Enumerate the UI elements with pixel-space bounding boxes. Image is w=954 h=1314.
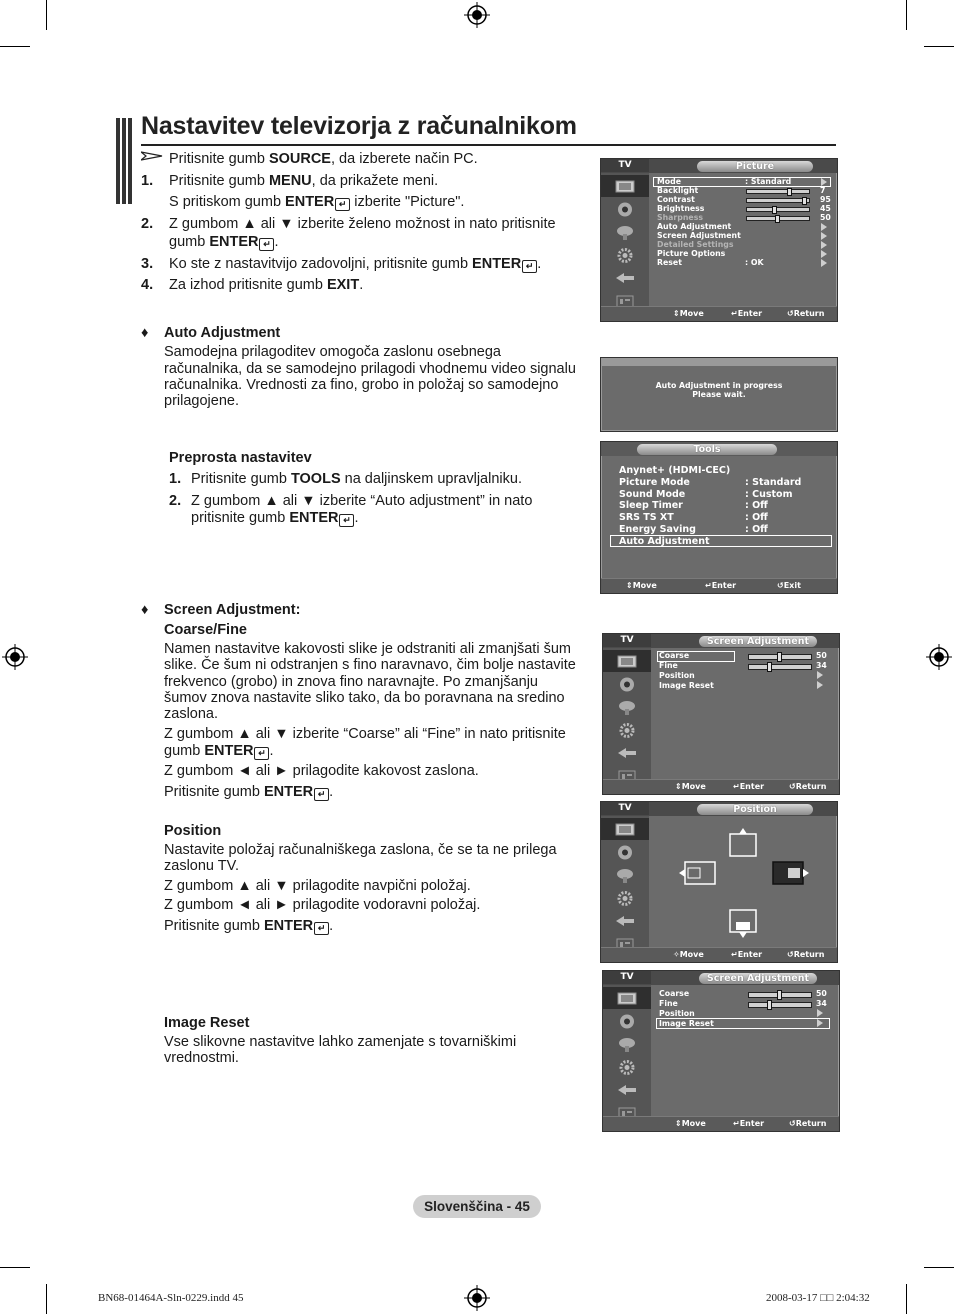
arrow-right-icon: [821, 223, 827, 231]
setup-gear-icon: [616, 722, 638, 739]
osd-tools-row-value: : Off: [745, 524, 768, 535]
bullet: ♦: [141, 602, 149, 618]
osd-picture-row-value: : OK: [745, 258, 764, 267]
picture-icon: [614, 821, 636, 838]
enter-icon: ↵: [335, 198, 350, 211]
step-select-enter: gumb ENTER ↵ .: [169, 234, 279, 250]
osd-picture-row-label[interactable]: Reset: [657, 258, 682, 267]
screen-text: šumov znova nastavite sliko tako, da bo poravnana na sredino: [164, 690, 565, 706]
return-hint: ↺ Return: [787, 950, 825, 959]
step-number: 2.: [141, 216, 154, 232]
osd-tools-row-label[interactable]: Sound Mode: [619, 488, 686, 500]
screen-enter: Pritisnite gumb ENTER ↵ .: [164, 784, 334, 800]
enter-icon: ↵: [314, 922, 329, 935]
arrow-right-icon: [821, 232, 827, 240]
input-icon: [616, 1082, 638, 1099]
osd-tools-row-label[interactable]: Picture Mode: [619, 476, 690, 488]
coarse-value: 50: [816, 651, 827, 660]
date-slug: 2008-03-17 □□ 2:04:32: [766, 1292, 870, 1304]
osd-picture-row-value: 95: [820, 195, 831, 204]
osd-level-bar[interactable]: [746, 189, 810, 194]
channel-icon: [616, 699, 638, 716]
position-arrows-graphic: [661, 824, 831, 944]
arrow-right-icon: [821, 259, 827, 267]
arrow-right-icon: [821, 250, 827, 258]
exit-hint: ↺ Exit: [777, 581, 801, 590]
enter-hint: ↵ Enter: [705, 581, 737, 590]
osd-tools-row-label[interactable]: Auto Adjustment: [619, 535, 710, 547]
step-auto-select: Z gumbom ▲ ali ▼ izberite “Auto adjustment” in nato: [191, 493, 533, 509]
arrow-right-icon: [817, 1019, 823, 1027]
sound-icon: [614, 844, 636, 861]
osd-tools-row-value: : Custom: [745, 488, 793, 500]
osd-image-reset-label: Image Reset: [659, 1019, 714, 1028]
osd-tools-row-value: : Standard: [745, 476, 802, 488]
step-select: Z gumbom ▲ ali ▼ izberite želeno možnost in nato pritisnite: [169, 216, 556, 232]
subheading-simple: Preprosta nastavitev: [169, 450, 312, 466]
arrow-right-icon: [821, 178, 827, 186]
progress-wait: Please wait.: [692, 390, 746, 399]
crop-mark: [46, 1284, 47, 1314]
return-hint: ↺ Return: [789, 1119, 827, 1128]
arrow-right-icon: [817, 681, 823, 689]
progress-message: Auto Adjustment in progress: [655, 381, 783, 390]
reset-text: vrednostmi.: [164, 1050, 239, 1066]
screen-text: Z gumbom ▲ ali ▼ izberite “Coarse” ali “Fine” in nato pritisnite: [164, 726, 566, 742]
input-icon: [614, 270, 636, 287]
move-hint: ✧ Move: [673, 950, 704, 959]
osd-tools-row-label[interactable]: Energy Saving: [619, 524, 696, 535]
screen-text: frekvenco (grobo) in znova fino naravnajte. Po zmanjšanju: [164, 674, 538, 690]
osd-picture-row-value: 45: [820, 204, 831, 213]
input-icon: [616, 745, 638, 762]
picture-icon: [616, 990, 638, 1007]
section-heading-screen: Screen Adjustment:: [164, 602, 301, 618]
fine-value: 34: [816, 999, 827, 1008]
arrow-right-icon: [817, 671, 823, 679]
enter-icon: ↵: [522, 260, 537, 273]
screen-text: zaslona.: [164, 706, 219, 722]
coarse-value: 50: [816, 989, 827, 998]
enter-icon: ↵: [254, 747, 269, 760]
move-hint: ⇕ Move: [626, 581, 657, 590]
channel-icon: [616, 1036, 638, 1053]
osd-tv-label: TV: [603, 971, 651, 984]
return-hint: ↺ Return: [787, 309, 825, 318]
subheading-coarse-fine: Coarse/Fine: [164, 622, 247, 638]
osd-level-knob[interactable]: [772, 206, 777, 214]
osd-header: Screen Adjustment: [699, 636, 817, 647]
crop-mark: [0, 46, 30, 47]
osd-fine-label: Fine: [659, 661, 678, 670]
osd-picture-row-label[interactable]: Brightness: [657, 204, 705, 213]
registration-mark-icon: [926, 644, 952, 670]
slider-knob[interactable]: [767, 1000, 772, 1010]
reset-text: Vse slikovne nastavitve lahko zamenjate s tovarniškimi: [164, 1034, 517, 1050]
step-exit: Za izhod pritisnite gumb EXIT.: [169, 277, 364, 293]
move-hint: ⇕ Move: [675, 1119, 706, 1128]
arrow-right-icon: [821, 241, 827, 249]
osd-footer: [601, 306, 837, 321]
channel-icon: [614, 224, 636, 241]
arrow-right-icon: [817, 1009, 823, 1017]
step-tools: Pritisnite gumb TOOLS na daljinskem upravljalniku.: [191, 471, 522, 487]
registration-mark-icon: [464, 1285, 490, 1311]
osd-coarse-label: Coarse: [659, 989, 690, 998]
osd-header: Picture: [697, 161, 813, 172]
position-text: zaslonu TV.: [164, 858, 239, 874]
position-text: Z gumbom ◄ ali ► prilagodite vodoravni položaj.: [164, 897, 481, 913]
osd-picture-row-label[interactable]: Picture Options: [657, 249, 726, 258]
osd-screen-adjustment: [602, 633, 840, 795]
step-enter-picture: S pritiskom gumb ENTER ↵ izberite "Picture".: [169, 194, 465, 210]
osd-tools-row-value: : Off: [745, 500, 768, 512]
position-text: Z gumbom ▲ ali ▼ prilagodite navpični položaj.: [164, 878, 471, 894]
slider-knob[interactable]: [767, 662, 772, 672]
screen-enter: gumb ENTER ↵ .: [164, 743, 274, 759]
osd-tv-label: TV: [601, 159, 649, 172]
step-auto-enter: pritisnite gumb ENTER ↵ .: [191, 510, 359, 526]
step-number: 4.: [141, 277, 154, 293]
enter-icon: ↵: [339, 514, 354, 527]
crop-mark: [924, 1267, 954, 1268]
osd-picture-row-label[interactable]: Mode: [657, 177, 681, 186]
screen-text: Namen nastavitve kakovosti slike je odstraniti ali zmanjšati šum: [164, 641, 571, 657]
crop-mark: [46, 0, 47, 30]
osd-footer: [601, 947, 837, 962]
picture-icon: [616, 653, 638, 670]
osd-picture-menu: [600, 158, 838, 322]
section-heading-auto: Auto Adjustment: [164, 325, 281, 341]
sound-icon: [614, 201, 636, 218]
fine-value: 34: [816, 661, 827, 670]
step-number: 1.: [169, 471, 182, 487]
osd-tools-row-label[interactable]: Anynet+ (HDMI-CEC): [619, 465, 731, 476]
auto-text: računalnika. Vrednosti za fino, grobo in položaj so samodejno: [164, 377, 559, 393]
osd-level-knob[interactable]: [775, 215, 780, 223]
enter-hint: ↵ Enter: [733, 1119, 765, 1128]
osd-header: Position: [697, 804, 813, 815]
osd-position: [600, 801, 838, 963]
auto-text: prilagojene.: [164, 393, 239, 409]
coarse-slider[interactable]: [748, 992, 812, 998]
file-slug: BN68-01464A-Sln-0229.indd 45: [98, 1292, 244, 1304]
picture-icon: [614, 178, 636, 195]
enter-hint: ↵ Enter: [731, 950, 763, 959]
osd-picture-row-label[interactable]: Backlight: [657, 186, 699, 195]
screen-text: Z gumbom ◄ ali ► prilagodite kakovost zaslona.: [164, 763, 479, 779]
osd-tools-row-label[interactable]: SRS TS XT: [619, 512, 674, 524]
osd-screen-adjustment-reset: [602, 970, 840, 1132]
osd-position-label: Position: [659, 1009, 695, 1018]
osd-fine-label: Fine: [659, 999, 678, 1008]
osd-level-bar[interactable]: [746, 198, 810, 203]
bullet: ♦: [141, 325, 149, 341]
sound-icon: [616, 676, 638, 693]
osd-picture-row-value: 7: [820, 186, 826, 195]
crop-mark: [906, 0, 907, 30]
registration-mark-icon: [2, 644, 28, 670]
osd-picture-row-label[interactable]: Screen Adjustment: [657, 231, 741, 240]
osd-picture-row-value: 50: [820, 213, 831, 222]
title-rule: [141, 144, 836, 146]
pointer-arrow-icon: [141, 151, 163, 161]
screen-text: slike. Če šum ni odstranjen s fino naravnavo, čim bolje nastavite: [164, 657, 576, 673]
subheading-position: Position: [164, 823, 222, 839]
osd-footer: [603, 779, 839, 794]
osd-auto-progress: [600, 357, 838, 432]
enter-icon: ↵: [314, 788, 329, 801]
setup-gear-icon: [616, 1059, 638, 1076]
osd-image-reset-label: Image Reset: [659, 681, 714, 690]
osd-tv-label: TV: [603, 634, 651, 647]
setup-gear-icon: [614, 247, 636, 264]
position-enter: Pritisnite gumb ENTER ↵ .: [164, 918, 334, 934]
osd-picture-row-label[interactable]: Contrast: [657, 195, 695, 204]
osd-level-bar[interactable]: [746, 216, 810, 221]
slider-knob[interactable]: [777, 990, 782, 1000]
fine-slider[interactable]: [748, 664, 812, 670]
enter-icon: ↵: [259, 238, 274, 251]
page-title: Nastavitev televizorja z računalnikom: [141, 112, 577, 140]
osd-footer: [603, 1116, 839, 1131]
crop-mark: [0, 1267, 30, 1268]
osd-level-knob[interactable]: [787, 188, 792, 196]
crop-mark: [924, 46, 954, 47]
osd-tools-row-label[interactable]: Sleep Timer: [619, 500, 683, 512]
registration-mark-icon: [464, 2, 490, 28]
enter-hint: ↵ Enter: [733, 782, 765, 791]
osd-header: Screen Adjustment: [699, 973, 817, 984]
move-hint: ⇕ Move: [673, 309, 704, 318]
subheading-image-reset: Image Reset: [164, 1015, 250, 1031]
osd-position-label: Position: [659, 671, 695, 680]
osd-tools-row-value: : Off: [745, 512, 768, 524]
channel-icon: [614, 867, 636, 884]
page-number-badge: Slovenščina - 45: [413, 1195, 541, 1218]
step-source: Pritisnite gumb SOURCE, da izberete način PC.: [169, 151, 478, 167]
osd-picture-row-label[interactable]: Sharpness: [657, 213, 703, 222]
position-text: Nastavite položaj računalniškega zaslona, če se ta ne prilega: [164, 842, 557, 858]
setup-gear-icon: [614, 890, 636, 907]
sound-icon: [616, 1013, 638, 1030]
crop-mark: [906, 1284, 907, 1314]
osd-level-bar[interactable]: [746, 207, 810, 212]
osd-picture-row-value: : Standard: [745, 177, 792, 186]
osd-header: Tools: [637, 444, 777, 455]
slider-knob[interactable]: [777, 652, 782, 662]
osd-level-knob[interactable]: [802, 197, 807, 205]
osd-coarse-label: Coarse: [659, 651, 690, 660]
title-accent-bar: [116, 118, 132, 204]
osd-picture-row-label[interactable]: Auto Adjustment: [657, 222, 732, 231]
step-confirm: Ko ste z nastavitvijo zadovoljni, pritisnite gumb ENTER ↵ .: [169, 256, 542, 272]
osd-picture-row-label[interactable]: Detailed Settings: [657, 240, 734, 249]
auto-text: računalnika, da se samodejno prilagodi vhodnemu video signalu: [164, 361, 576, 377]
step-menu: Pritisnite gumb MENU, da prikažete meni.: [169, 173, 439, 189]
fine-slider[interactable]: [748, 1002, 812, 1008]
step-number: 1.: [141, 173, 154, 189]
step-number: 3.: [141, 256, 154, 272]
enter-hint: ↵ Enter: [731, 309, 763, 318]
osd-footer: [601, 578, 837, 593]
move-hint: ⇕ Move: [675, 782, 706, 791]
input-icon: [614, 913, 636, 930]
return-hint: ↺ Return: [789, 782, 827, 791]
auto-text: Samodejna prilagoditev omogoča zaslonu osebnega: [164, 344, 501, 360]
step-number: 2.: [169, 493, 182, 509]
osd-tools-menu: [600, 441, 838, 594]
osd-tv-label: TV: [601, 802, 649, 815]
coarse-slider[interactable]: [748, 654, 812, 660]
